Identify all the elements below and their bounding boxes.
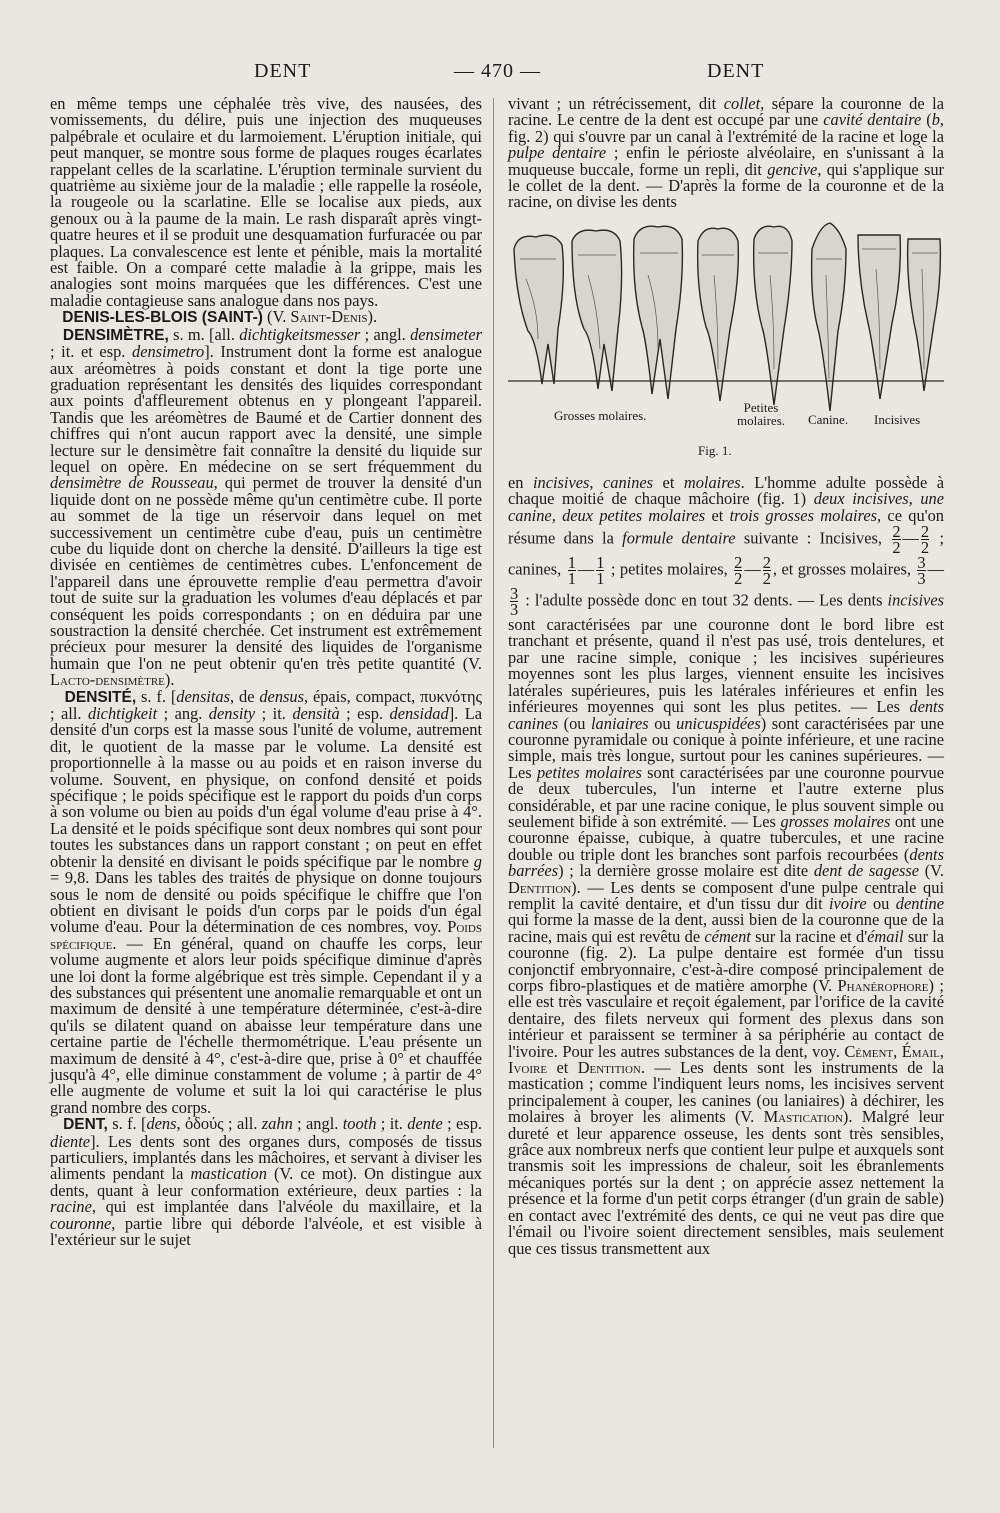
text-run: ; it. et esp.	[50, 342, 133, 362]
fraction	[892, 522, 901, 558]
text-run: , fig. 2) qui s'ouvre par un canal à l'extrémité de la racine et loge la	[508, 110, 944, 146]
fraction	[920, 522, 930, 558]
italic-run: dents barrées	[508, 844, 944, 881]
italic-run: densitas	[176, 686, 231, 706]
italic-run: collet	[723, 94, 761, 113]
denominator: 2	[734, 569, 743, 589]
italic-run: dent de sagesse	[813, 861, 920, 881]
page-number: — 470 —	[454, 60, 541, 82]
entry-dent	[50, 1116, 482, 1248]
denominator: 2	[920, 538, 930, 558]
text-run: , qui permet de trouver la densité d'un liquide dont on ne possède même qu'un centimètre cube. Il porte au sommet de la tige un réservoir dans lequel on met successivement un centimètre cube d'eau, puis un centimètre cube du liquide dont on cherche la densité. D'ailleurs la tige est divisée en centièmes de centimètres cubes. L'enfoncement de l'appareil dans une éprouvette remplie d'eau permettra d'avoir tout de suite sur la graduation les volumes d'eau déplacés et par conséquent les poids correspondants ; on en déduira par une soustraction la densité cherchée. Cet instrument est extrêmement précieux pour mesurer la densité des liquides de l'organisme humain que l'on ne peut obtenir qu'en très petite quantité (V.	[50, 473, 482, 673]
text-run: . — En général, quand on chauffe les corps, leur volume augmente et alors leur poids spécifique diminue d'après une loi dont la forme algébrique est très simple. Cependant il y a des substances qui présentent une anomalie remarquable et ont un maximum de densité à une température déterminée, c'est-à-dire qu'ils se dilatent quand on abaisse leur température dans une certaine partie de l'échelle thermométrique. L'eau présente un maximum de densité à 4°, c'est-à-dire que, prise à 0° et chauffée jusqu'à 4°, elle diminue constamment de volume ; à partir de 4° elle augmente de volume et suit la loi qui caractérise le plus grand nombre des corps.	[50, 933, 482, 1117]
italic-run: dente	[407, 1114, 443, 1134]
fraction	[596, 553, 605, 589]
fraction	[567, 553, 576, 589]
text-run: : l'adulte possède donc en tout 32 dents.	[520, 590, 793, 610]
text-run: ; it.	[255, 704, 293, 724]
caption-incisives: Incisives	[874, 411, 921, 427]
italic-run: diente	[50, 1131, 91, 1151]
entry-densite	[50, 686, 483, 1117]
numerator: 2	[762, 553, 771, 573]
text-run: sont caractérisées par une couronne pourvue de deux tubercules, l'un interne et l'autre externe plus considérable, et par une racine conique, le plus souvent simple ou seulement bifide à son extrémité. — Les	[508, 762, 945, 831]
text-run: qui forme la masse de la dent, aussi bien de la couronne que de la racine, mais qui est revêtu de	[508, 910, 944, 946]
text-run: ) ; elle est très vasculaire et reçoit également, par l'orifice de la cavité dentaire, des filets nerveux qui forment des plexus dans son intérieur et paraissent se terminer à sa périphérie au contact de l'ivoire. Pour les autres substances de la dent, voy.	[508, 976, 944, 1061]
text-run: (V. ce mot). On distingue aux dents, quant à leur conformation extérieure, deux parties : la	[50, 1164, 482, 1200]
italic-run: grosses molaires	[780, 811, 891, 831]
text-run: et	[705, 505, 730, 525]
italic-run: densimeter	[410, 324, 482, 344]
running-header	[0, 60, 1000, 90]
italic-run: émail	[867, 926, 904, 946]
text-run: . L'homme adulte possède à chaque moitié de chaque mâchoire (fig. 1)	[508, 472, 944, 509]
paragraph-dental-formula: en incisives, canines et molaires. L'homme adulte possède à chaque moitié de chaque mâchoire (fig. 1) deux incisives, une canine, deux petites molaires et trois grosses molaires, ce qu'on résume dans la formule dentaire suivante : Incisives, $\frac{2}{2}$ — $\frac{2}{2}$ ; canines, $\frac{1}{1}$ — $\frac{1}{1}$ ; petites molaires, $\frac{2}{2}$ — $\frac{2}{2}$ , et grosses molaires, $\frac{3}{3}$ — $\frac{3}{3}$ : l'adulte possède donc en tout 32 dents. — Les dents incisives sont caractérisées par une couronne dont le bord libre est tranchant et présente, quand il n'est pas usé, trois dentelures, et par une racine simple, conique ; les incisives supérieures moyennes sont les plus larges, viennent ensuite les incisives latérales supérieures, puis les latérales inférieures et enfin les inférieures moyennes qui sont les plus petites. — Les dents canines (ou laniaires ou unicuspidées) sont caractérisées par une couronne pyramidale ou conique à pointe inférieure, et une racine simple, mais très longue, surtout pour les canines supérieures. — Les petites molaires sont caractérisées par une couronne pourvue de deux tubercules, l'un interne et l'autre externe plus considérable, et par une racine conique, le plus souvent simple ou seulement bifide à son extrémité. — Les grosses molaires ont une couronne épaisse, cubique, à quatre tubercules, et une racine double ou triple dont les branches sont parfois recourbées (dents barrées) ; la dernière grosse molaire est dite dent de sagesse (V. Dentition). — Les dents se composent d'une pulpe centrale qui remplit la cavité dentaire, et d'un tissu dur dit ivoire ou dentine qui forme la masse de la dent, aussi bien de la couronne que de la racine, mais qui est revêtu de cément sur la racine et d'émail sur la couronne (fig. 2). La pulpe dentaire est formée d'un tissu conjonctif embryonnaire, c'est-à-dire composé principalement de corps fibro-plastiques et de matière amorphe (V. Phanérophore) ; elle est très vasculaire et reçoit également, par l'orifice de la cavité dentaire, des filets nerveux qui forment des plexus dans son intérieur et paraissent se terminer à sa périphérie au contact de l'ivoire. Pour les autres substances de la dent, voy. Cément, Émail, Ivoire et Dentition. — Les dents sont les instruments de la mastication ; comme l'indiquent leurs noms, les incisives servent principalement à couper, les canines (ou laniaires) à déchirer, les molaires à broyer les aliments (V. Mastication). Malgré leur dureté et leur apparence osseuse, les dents sont très sensibles, grâce aux nombreux nerfs que contient leur pulpe et auxquels sont transmis soit les impressions de chaleur, soit les ébranlements mécaniques portés sur la dent ; on apprécie assez nettement la présence et la forme d'un petit corps étranger (d'un grain de sable) en contact avec l'extrémité des dents, ce qui ne veut pas dire que l'émail ou l'ivoire soient directement sensibles, mais seulement que ces tissus transmettent aux	[508, 472, 945, 1258]
text-run: ]. La densité d'un corps est la masse sous l'unité de volume, autrement dit, le quotient de la masse par le volume. La densité est proportionnelle à la masse ou au poids et en raison inverse du volume. Souvent, en physique, on confond densité et poids spécifique ; le poids spécifique est le rapport du poids d'un corps à son volume ou bien au poids d'un égal volume d'eau prise à 4°. La densité et le poids spécifique sont deux nombres qui sont pour toutes les substances dans un rapport constant ; on peut en effet obtenir la densité en divisant le poids spécifique par le nombre	[50, 704, 482, 871]
italic-run: pulpe dentaire	[508, 143, 607, 163]
text-run: s. f. [	[107, 1114, 147, 1134]
crossref-dentition: Dentition	[577, 1058, 641, 1078]
molar-tooth-3	[634, 226, 683, 399]
italic-run: tooth	[342, 1114, 377, 1134]
text-run: , qui est implantée dans l'alvéole du maxillaire, et la	[91, 1197, 482, 1217]
numerator: 2	[892, 522, 901, 542]
text-run: ; esp.	[339, 704, 390, 724]
text-run: sont caractérisées par une couronne dont le bord libre est tranchant et présente, quand il n'est pas usé, trois dentelures, et par une racine simple, conique ; les incisives supérieures moyennes sont les plus larges, viennent ensuite les incisives latérales supérieures, puis les latérales inférieures et enfin les inférieures moyennes qui sont les plus petites. — Les	[508, 615, 944, 717]
text-run: en	[508, 472, 533, 492]
caption-petites-molaires: Petites molaires.	[736, 399, 785, 428]
numerator: 2	[920, 522, 930, 542]
italic-run: densidad	[389, 704, 449, 724]
italic-run: cavité dentaire	[823, 110, 922, 130]
molar-tooth-1	[514, 235, 563, 384]
italic-run: densus	[259, 686, 304, 706]
text-run: ; angl.	[360, 324, 411, 344]
italic-run: couronne	[50, 1213, 112, 1233]
text-run: ; enfin le périoste alvéolaire, en s'unissant à la muqueuse buccale, forme un repli, dit	[508, 143, 944, 179]
crossref-cement-email-ivoire: Cément, Émail, Ivoire	[508, 1041, 944, 1078]
molar-tooth-2	[572, 230, 622, 391]
italic-run: gencive	[767, 159, 818, 179]
headword-densite: DENSITÉ,	[64, 688, 137, 706]
text-run: (ou	[558, 713, 591, 733]
denominator: 1	[596, 569, 605, 589]
numerator: 2	[734, 553, 743, 573]
italic-run: unicuspidées	[676, 713, 761, 733]
crossref-dentition: Dentition	[508, 877, 572, 897]
text-run: ). — Les dents se composent d'une pulpe centrale qui remplit la cavité dentaire, et d'un tissu dur dit	[508, 877, 944, 913]
teeth-illustration	[508, 219, 944, 469]
text-run: ]. Instrument dont la forme est analogue aux aréomètres à poids constant et dont la tige porte une graduation représentant les densités des liquides correspondant aux points d'affleurement obtenus en y plongeant l'appareil. Tandis que les aréomètres de Baumé et de Cartier donnent des chiffres qui n'ont aucun rapport avec la densité, une simple lecture sur le densimètre fait connaître la densité du liquide sur lequel on opère. En médecine on se sert fréquemment du	[50, 342, 482, 476]
italic-run: molaires	[683, 472, 741, 492]
text-run: = 9,8. Dans les tables des traités de physique on donne toujours sous le nom de densité ou poids spécifique le chiffre que l'on obtient en divisant le poids d'un corps par le poids d'un égal volume d'eau. Pour la détermination de ces nombres, voy.	[50, 868, 482, 937]
text-run: sur la couronne (fig. 2). La pulpe dentaire est formée d'un tissu conjonctif embryonnaire, c'est-à-dire composé principalement de corps fibro-plastiques et de matière amorphe (V.	[508, 926, 945, 995]
text-run: ; petites molaires,	[606, 559, 733, 579]
text-run: s. f. [	[136, 686, 177, 706]
headword-densimetre: DENSIMÈTRE,	[62, 326, 169, 344]
text-run: ]. Les dents sont des organes durs, composés de tissus particuliers, implantés dans les mâchoires, et servant à diviser les aliments pendant la	[50, 1131, 482, 1184]
headword-dent: DENT,	[63, 1116, 108, 1134]
text-run: , et grosses molaires,	[772, 559, 916, 579]
text-run: (V.	[919, 861, 944, 881]
italic-run: zahn	[261, 1114, 293, 1134]
text-run: . — Les dents sont les instruments de la mastication ; comme l'indiquent leurs noms, les incisives servent principalement à couper, les canines (ou laniaires) à déchirer, les molaires à broyer les aliments (V.	[508, 1058, 944, 1127]
italic-run: racine	[50, 1197, 92, 1217]
italic-run: incisives	[887, 590, 944, 610]
numerator: 3	[917, 553, 926, 573]
paragraph-dengue-end: en même temps une céphalée très vive, des nausées, des vomissements, du délire, puis une injection des muqueuses palpébrale et oculaire et du larmoiement. L'éruption initiale, qui peut manquer, se montre sous forme de plaques rouges écarlates rappelant celles de la scarlatine. L'éruption terminale survient du quatrième au sixième jour de la maladie ; elle rappelle la roséole, la rougeole ou la scarlatine. Elle se localise aux pieds, aux genoux ou à la paume de la main. Le rash disparaît après vingt-quatre heures et il se produit une desquamation furfuracée ou par plaques. La convalescence est lente et pénible, mais la mortalité est faible. On a comparé cette maladie à la grippe, mais les analogies sont moins marquées que les différences. C'est une maladie contagieuse sans analogue dans nos pays.	[50, 94, 482, 310]
italic-run: formule dentaire	[622, 528, 736, 548]
column-divider	[493, 98, 494, 1448]
italic-run: dichtigkeitsmesser	[239, 324, 361, 344]
text-run: — Les dents	[797, 590, 888, 610]
italic-run: dents canines	[508, 697, 944, 733]
italic-run: ivoire	[829, 893, 867, 913]
text-run: , épais, compact, πυκνότης ; all.	[50, 686, 483, 724]
text-run: ; esp.	[442, 1114, 482, 1134]
italic-run: g	[473, 851, 482, 871]
text-run: , partie libre qui déborde l'alvéole, et est visible à l'extérieur sur le sujet	[50, 1213, 482, 1250]
text-run: , ὀδούς ; all.	[176, 1114, 262, 1134]
text-run: s. m. [all.	[168, 324, 240, 344]
text-run: ; canines,	[508, 528, 944, 579]
italic-run: dens	[146, 1114, 177, 1134]
text-run: suivante : Incisives,	[735, 528, 882, 548]
text-run: ou	[866, 893, 896, 913]
fraction	[762, 553, 771, 589]
entry-densimetre	[50, 324, 482, 690]
numerator: 1	[596, 553, 605, 573]
text-run: , sépare la couronne de la racine. Le centre de la dent est occupé par une	[508, 94, 944, 130]
teeth-figure	[508, 219, 944, 469]
italic-run: incisives	[532, 472, 590, 492]
text-run: ont une couronne épaisse, cubique, à quatre tubercules, et une racine double ou triple dont les branches sont parfois recourbées (	[508, 811, 944, 864]
denominator: 3	[510, 600, 519, 620]
text-run: ).	[164, 670, 175, 690]
text-run: ,	[589, 472, 603, 492]
italic-run: densimètre de Rousseau	[50, 473, 214, 493]
paragraph-dent-continued	[508, 96, 944, 211]
italic-run: dichtigkeit	[87, 704, 158, 724]
denominator: 2	[762, 569, 771, 589]
premolar-tooth-1	[698, 228, 739, 401]
canine-tooth	[812, 223, 846, 411]
fraction	[917, 553, 926, 589]
denominator: 1	[567, 569, 576, 589]
text-run: (	[921, 110, 932, 130]
header-right-title: DENT	[707, 60, 765, 82]
italic-run: cément	[704, 926, 751, 946]
italic-run: petites molaires	[536, 762, 642, 782]
text-run: vivant ; un rétrécissement, dit	[508, 94, 724, 113]
crossref-denis: (V. Saint-Denis).	[262, 307, 378, 327]
text-run: ) sont caractérisées par une couronne pyramidale ou conique à pointe inférieure, et une racine simple, mais très longue, surtout pour les canines supérieures. — Les	[508, 713, 944, 782]
italic-run: dentine	[895, 893, 944, 913]
crossref-poids: Poids spécifique	[50, 917, 482, 953]
text-run: ; it.	[376, 1114, 408, 1134]
caption-grosses-molaires: Grosses molaires.	[554, 407, 647, 423]
italic-run: trois grosses molaires	[729, 505, 878, 525]
italic-run: density	[208, 704, 256, 724]
italic-run: mastication	[190, 1164, 267, 1184]
text-run: sur la racine et d'	[750, 926, 868, 946]
text-run: ; ang.	[157, 704, 209, 724]
text-run: ou	[648, 713, 677, 733]
text-run: , qui s'applique sur le collet de la dent. — D'après la forme de la couronne et de la racine, on divise les dents	[508, 159, 945, 212]
right-column	[508, 96, 944, 1257]
text-run: , ce qu'on résume dans la	[508, 505, 944, 548]
fraction	[734, 553, 743, 589]
italic-run: b	[931, 110, 940, 130]
caption-canine: Canine.	[808, 411, 849, 427]
crossref-lacto: Lacto-densimètre	[50, 670, 165, 690]
italic-run: densimetro	[132, 342, 205, 362]
numerator: 3	[510, 584, 519, 604]
text-run: , de	[230, 686, 260, 706]
numerator: 1	[567, 553, 576, 573]
italic-run: deux incisives, une canine, deux petites molaires	[508, 489, 945, 525]
left-column	[50, 96, 482, 1248]
headword-denis: DENIS-LES-BLOIS (SAINT-)	[62, 309, 263, 327]
italic-run: laniaires	[591, 713, 649, 733]
crossref-phanerophore: Phanérophore	[837, 976, 929, 995]
text-run: et	[547, 1058, 578, 1078]
text-run: ; angl.	[292, 1114, 343, 1134]
fraction	[510, 584, 519, 620]
denominator: 3	[917, 569, 926, 589]
italic-run: densità	[292, 704, 340, 724]
italic-run: canines	[602, 472, 654, 492]
figure-number: Fig. 1.	[698, 442, 732, 458]
denominator: 2	[892, 538, 901, 558]
crossref-mastication: Mastication	[763, 1107, 843, 1127]
header-left-title: DENT	[254, 60, 312, 82]
text-run: ) ; la dernière grosse molaire est dite	[558, 861, 814, 881]
text-run: et	[653, 472, 684, 492]
text-run: ). Malgré leur dureté et leur apparence osseuse, les dents sont très sensibles, grâce aux nombreux nerfs que contient leur pulpe et auxquels sont transmis soit les impressions de chaleur, soit les ébranlements mécaniques portés sur la dent ; on apprécie assez nettement la présence et la forme d'un petit corps étranger (d'un grain de sable) en contact avec l'extrémité des dents, ce qui ne veut pas dire que l'émail ou l'ivoire soient directement sensibles, mais seulement que ces tissus transmettent aux	[508, 1107, 944, 1258]
